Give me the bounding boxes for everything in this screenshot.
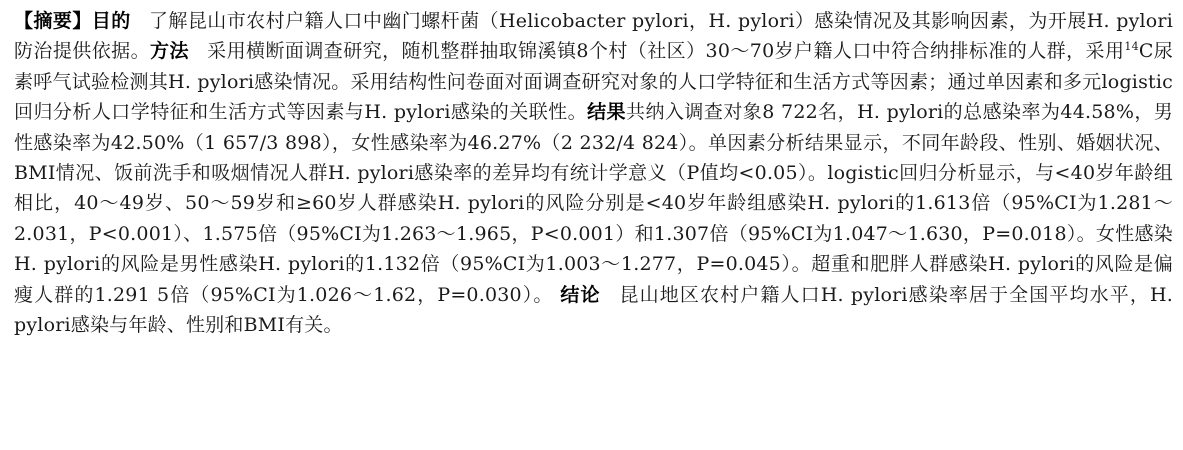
conclusion-text: 昆山地区农村户籍人口H. pylori感染率居于全国平均水平，H. pylori感染与年龄、性别和BMI有关。 [14,283,1173,337]
conclusion-label: 结论 [559,283,601,306]
methods-superscript: 14 [1124,40,1139,54]
methods-text-part2: C尿素呼气试验检测其H. pylori感染情况。采用结构性问卷面对面调查研究对象的人口学特征和生活方式等因素；通过单因素和多元logistic回归分析人口学特征和生活方式等因素与H. pylori感染的关联性。 [14,40,1173,124]
objective-label: 目的 [91,10,131,32]
methods-label: 方法 [150,40,189,63]
methods-text-part1: 采用横断面调查研究，随机整群抽取锦溪镇8个村（社区）30～70岁户籍人口中符合纳排标准的人群，采用 [206,40,1125,63]
abstract-label: 【摘要】 [14,10,92,32]
results-text: 共纳入调查对象8 722名，H. pylori的总感染率为44.58%，男性感染率为42.50%（1 657/3 898），女性感染率为46.27%（2 232/4 824）。单因素分析结果显示，不同年龄段、性别、婚姻状况、BMI情况、饭前洗手和吸烟情况人群H. pylori感染率的差异均有统计学意义（P值均<0.05）。logistic回归分析显示，与<40岁年龄组相比，40～49岁、50～59岁和≥60岁人群感染H. pylori的风险分别是<40岁年龄组感染H. pylori的1.613倍（95%CI为1.281～2.031，P<0.001）、1.575倍（95%CI为1.263～1.965，P<0.001）和1.307倍（95%CI为1.047～1.630，P=0.018）。女性感染H. pylori的风险是男性感染H. pylori的1.132倍（95%CI为1.003～1.277，P=0.045）。超重和肥胖人群感染H. pylori的风险是偏瘦人群的1.291 5倍（95%CI为1.026～1.62，P=0.030）。 [14,101,1173,306]
results-label: 结果 [587,101,627,124]
objective-text: 了解昆山市农村户籍人口中幽门螺杆菌（Helicobacter pylori，H. pylori）感染情况及其影响因素，为开展H. pylori防治提供依据。 [14,10,1173,63]
